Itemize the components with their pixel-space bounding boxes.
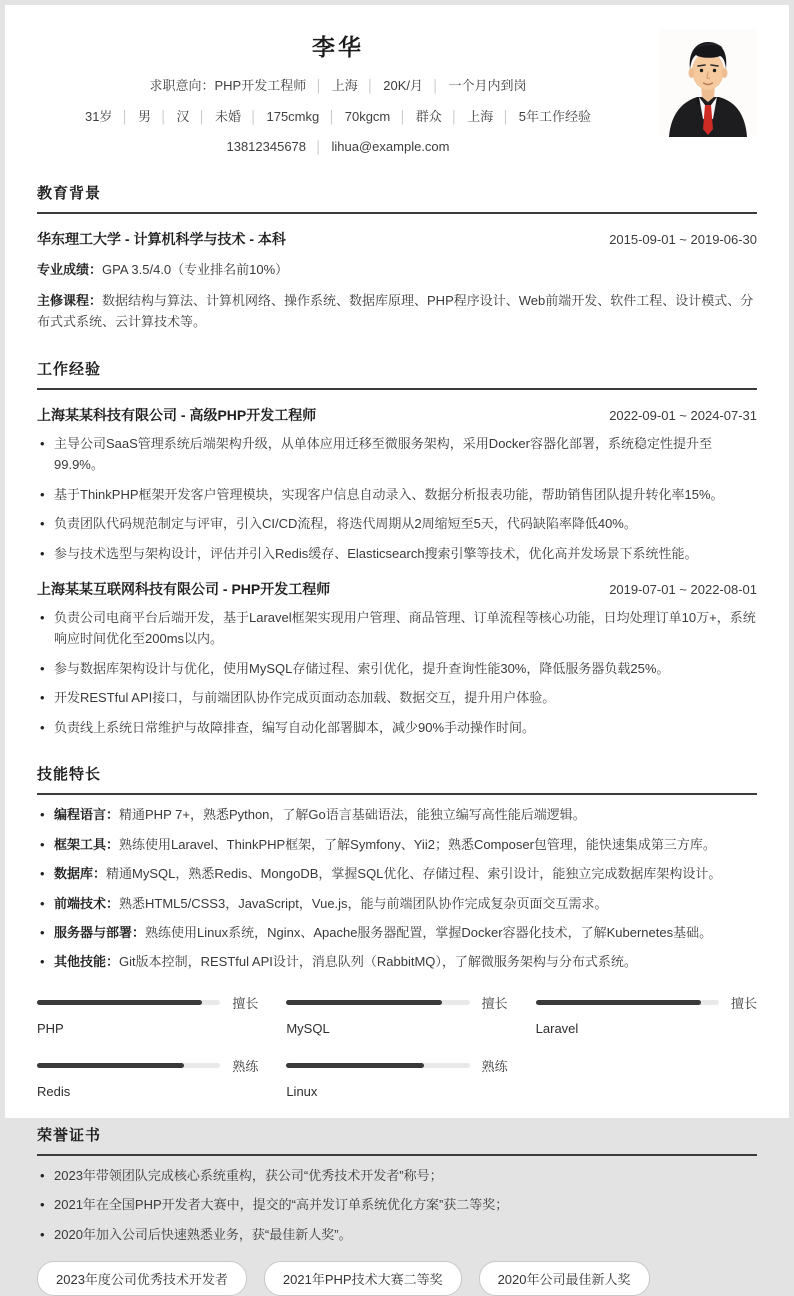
honor-tag-badge: 2023年度公司优秀技术开发者	[37, 1261, 247, 1296]
job-entry-head	[37, 579, 757, 599]
separator: │	[432, 79, 440, 93]
phone-number: 13812345678	[226, 139, 307, 154]
skill-bar	[286, 993, 507, 1036]
honor-tag-badge: 2020年公司最佳新人奖	[479, 1261, 650, 1296]
skill-name: Linux	[286, 1083, 318, 1099]
skills-bullet-list	[37, 804, 757, 973]
skill-bar-track	[286, 1000, 469, 1005]
section-work	[37, 358, 757, 738]
intent-city: 上海	[331, 78, 358, 93]
experience-years: 5年工作经验	[518, 108, 592, 124]
skill-name: MySQL	[286, 1020, 330, 1036]
separator: │	[121, 109, 129, 124]
ethnicity: 汉	[176, 108, 190, 124]
skill-category-text: 精通MySQL，熟悉Redis、MongoDB，掌握SQL优化、存储过程、索引设计，能独立完成数据库架构设计。	[106, 866, 722, 882]
job-entry	[37, 405, 757, 564]
bullet-item	[37, 893, 757, 914]
bullet-item: • 负责团队代码规范制定与评审，引入CI/CD流程，将迭代周期从2周缩短至5天，代码缺陷率降低40%。	[37, 513, 757, 534]
intent-position: PHP开发工程师	[214, 78, 307, 93]
bullet-item	[37, 804, 757, 825]
education-date-range: 2015-09-01 ~ 2019-06-30	[609, 231, 757, 247]
gpa-label: 专业成绩：	[37, 261, 103, 277]
honor-tag-badge: 2021年PHP技术大赛二等奖	[264, 1261, 462, 1296]
skill-level-label: 熟练	[232, 1058, 259, 1074]
honor-tags	[37, 1261, 757, 1296]
job-entry	[37, 579, 757, 738]
section-title-honors: 荣誉证书	[37, 1124, 757, 1156]
skill-bar-row	[37, 1056, 258, 1075]
intent-availability: 一个月内到岗	[448, 78, 527, 93]
section-honors	[37, 1124, 757, 1296]
skill-bar-fill	[536, 1000, 701, 1005]
separator: │	[399, 109, 407, 124]
marital-status: 未婚	[214, 108, 241, 124]
bullet-item	[37, 922, 757, 943]
skill-bar-track	[37, 1000, 220, 1005]
gpa-line	[37, 259, 757, 280]
bullet-item: • 2021年在全国PHP开发者大赛中，提交的“高并发订单系统优化方案”获二等奖；	[37, 1194, 757, 1215]
skill-bar-row	[286, 1056, 507, 1075]
gender: 男	[137, 108, 151, 124]
avatar-illustration	[659, 29, 757, 137]
basic-info-line	[37, 107, 639, 127]
bullet-item: • 负责公司电商平台后端开发，基于Laravel框架实现用户管理、商品管理、订单流程等核心功能，日均处理订单10万+，系统响应时间优化至200ms以内。	[37, 607, 757, 650]
intent-salary: 20K/月	[383, 78, 423, 93]
bullet-item: • 参与数据库架构设计与优化，使用MySQL存储过程、索引优化，提升查询性能30%，降低服务器负载25%。	[37, 658, 757, 679]
contact-line	[37, 137, 639, 157]
separator: │	[315, 140, 323, 154]
honors-bullet-list	[37, 1165, 757, 1245]
skill-category-label: 数据库：	[54, 866, 107, 882]
courses-line	[37, 290, 757, 333]
bullet-item: • 2023年带领团队完成核心系统重构，获公司“优秀技术开发者”称号；	[37, 1165, 757, 1186]
profile-photo	[659, 29, 757, 137]
skill-category-text: Git版本控制，RESTful API设计，消息队列（RabbitMQ），了解微服务架构与分布式系统。	[119, 954, 637, 970]
skill-bar	[286, 1056, 507, 1099]
resume-header	[37, 29, 757, 157]
section-title-skills: 技能特长	[37, 763, 757, 795]
section-title-work: 工作经验	[37, 358, 757, 390]
job-entry-head	[37, 405, 757, 425]
separator: │	[159, 109, 168, 124]
skill-name: Laravel	[535, 1020, 579, 1036]
job-date-range: 2019-07-01 ~ 2022-08-01	[609, 582, 757, 597]
bullet-item	[37, 834, 757, 855]
bullet-item: • 开发RESTful API接口，与前端团队协作完成页面动态加载、数据交互，提升用户体验。	[37, 687, 757, 708]
skill-bar	[536, 993, 757, 1036]
skill-category-text: 熟练使用Laravel、ThinkPHP框架，了解Symfony、Yii2；熟悉Composer包管理，能快速集成第三方库。	[119, 836, 716, 852]
section-skills	[37, 763, 757, 1099]
skill-bar-fill	[37, 1000, 202, 1005]
skill-bar-track	[536, 1000, 719, 1005]
skill-bar-track	[37, 1063, 220, 1068]
skill-level-label: 擅长	[481, 995, 508, 1011]
separator: │	[450, 109, 459, 124]
skill-level-label: 擅长	[730, 995, 757, 1011]
bullet-item	[37, 863, 757, 884]
header-text-block	[37, 29, 639, 157]
job-intent-line	[37, 76, 639, 96]
age: 31岁	[84, 108, 113, 124]
location: 上海	[467, 108, 494, 124]
skill-bar-fill	[286, 1063, 423, 1068]
section-education	[37, 182, 757, 333]
skill-bar-fill	[286, 1000, 442, 1005]
job-date-range: 2022-09-01 ~ 2024-07-31	[609, 407, 757, 423]
gpa-value: GPA 3.5/4.0（专业排名前10%）	[102, 261, 289, 277]
skill-category-label: 服务器与部署：	[54, 924, 146, 940]
courses-label: 主修课程：	[37, 292, 103, 308]
skill-bars-grid	[37, 993, 757, 1099]
education-entry-head	[37, 229, 757, 249]
separator: │	[366, 79, 375, 93]
skill-bar-row	[37, 993, 258, 1012]
skill-category-text: 熟练使用Linux系统，Nginx、Apache服务器配置，掌握Docker容器化技术，了解Kubernetes基础。	[145, 924, 713, 940]
courses-value: 数据结构与算法、计算机网络、操作系统、数据库原理、PHP程序设计、Web前端开发、软件工程、设计模式、分布式式系统、云计算技术等。	[37, 292, 754, 330]
job-bullet-list	[37, 433, 757, 564]
separator: │	[315, 79, 323, 93]
company-position-line: 上海某某科技有限公司 - 高级PHP开发工程师	[37, 406, 317, 423]
skill-bar-row	[286, 993, 507, 1012]
company-position-line: 上海某某互联网科技有限公司 - PHP开发工程师	[37, 581, 331, 597]
skill-bar-fill	[37, 1063, 184, 1068]
bullet-item: • 2020年加入公司后快速熟悉业务，获“最佳新人奖”。	[37, 1224, 757, 1245]
job-bullet-list	[37, 607, 757, 738]
skill-bar	[37, 1056, 258, 1099]
email-address: lihua@example.com	[331, 139, 450, 154]
bullet-item: • 参与技术选型与架构设计，评估并引入Redis缓存、Elasticsearch搜索引擎等技术，优化高并发场景下系统性能。	[37, 543, 757, 564]
separator: │	[198, 109, 206, 124]
skill-category-label: 编程语言：	[54, 807, 120, 823]
separator: │	[328, 109, 336, 124]
weight: 70kgcm	[344, 108, 391, 124]
separator: │	[249, 109, 258, 124]
skill-bar-row	[536, 993, 757, 1012]
bullet-item: • 基于ThinkPHP框架开发客户管理模块，实现客户信息自动录入、数据分析报表功能，帮助销售团队提升转化率15%。	[37, 484, 757, 505]
skill-bar-track	[286, 1063, 469, 1068]
skill-bar	[37, 993, 258, 1036]
skill-category-label: 其他技能：	[54, 954, 120, 970]
bullet-item: • 主导公司SaaS管理系统后端架构升级，从单体应用迁移至微服务架构，采用Docker容器化部署，系统稳定性提升至99.9%。	[37, 433, 757, 476]
school-degree-line: 华东理工大学 - 计算机科学与技术 - 本科	[37, 230, 286, 247]
skill-name: Redis	[37, 1083, 71, 1099]
separator: │	[502, 109, 510, 124]
skill-category-label: 框架工具：	[54, 836, 120, 852]
skill-category-text: 熟悉HTML5/CSS3，JavaScript，Vue.js，能与前端团队协作完成复杂页面交互需求。	[119, 895, 608, 911]
height: 175cmkg	[266, 108, 320, 124]
resume-page	[5, 5, 789, 1288]
intent-label: 求职意向：	[149, 78, 215, 93]
bullet-item: • 负责线上系统日常维护与故障排查，编写自动化部署脚本，减少90%手动操作时间。	[37, 717, 757, 738]
political-status: 群众	[415, 108, 442, 124]
skill-name: PHP	[37, 1020, 64, 1036]
bullet-item	[37, 951, 757, 972]
candidate-name: 李华	[312, 34, 364, 60]
section-title-education: 教育背景	[37, 182, 757, 214]
skill-category-label: 前端技术：	[54, 895, 120, 911]
skill-category-text: 精通PHP 7+，熟悉Python，了解Go语言基础语法，能独立编写高性能后端逻辑。	[119, 807, 586, 823]
skill-level-label: 擅长	[232, 995, 259, 1011]
skill-level-label: 熟练	[481, 1058, 508, 1074]
